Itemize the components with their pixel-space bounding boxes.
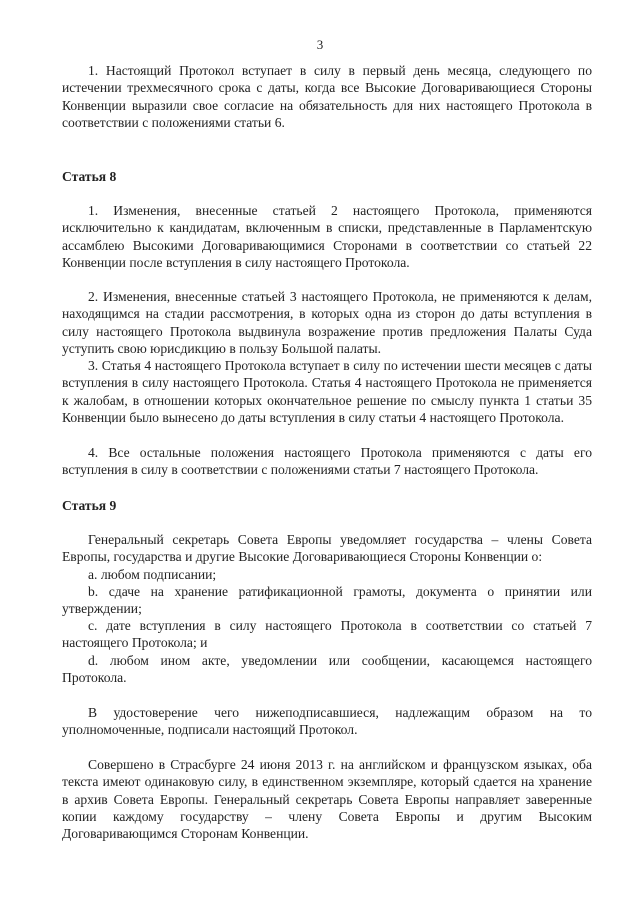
article8-paragraph-2: 2. Изменения, внесенные статьей 3 настоящего Протокола, не применяются к делам, находящимся на стадии рассмотрения, в которых одна из сторон до даты вступления в силу настоящего Протокола выдвинула возражение против предложения Палаты Суда уступить свою юрисдикцию в пользу Большой палаты. (62, 289, 592, 356)
article9-intro: Генеральный секретарь Совета Европы уведомляет государства – члены Совета Европы, государства и другие Высокие Договаривающиеся Стороны Конвенции о: (62, 532, 592, 565)
article9-item-b: b. сдаче на хранение ратификационной грамоты, документа о принятии или утверждении; (62, 584, 592, 617)
article8-heading: Статья 8 (62, 169, 117, 184)
article9-item-d: d. любом ином акте, уведомлении или сообщении, касающемся настоящего Протокола. (62, 653, 592, 686)
witness-clause: В удостоверение чего нижеподписавшиеся, надлежащим образом на то уполномоченные, подписали настоящий Протокол. (62, 705, 592, 738)
article9-item-a: a. любом подписании; (88, 567, 217, 582)
page-number: 3 (316, 37, 324, 52)
article8-paragraph-1: 1. Изменения, внесенные статьей 2 настоящего Протокола, применяются исключительно к кандидатам, включенным в списки, представленные в Парламентскую ассамблею Высокими Договаривающимися Сторонами в соответствии со статьей 22 Конвенции после вступления в силу настоящего Протокола. (62, 203, 592, 270)
article7-paragraph-1: 1. Настоящий Протокол вступает в силу в первый день месяца, следующего по истечении трехмесячного срока с даты, когда все Высокие Договаривающиеся Стороны Конвенции выразили свое согласие на обязательность для них настоящего Протокола в соответствии с положениями статьи 6. (62, 63, 592, 130)
article9-item-c: c. дате вступления в силу настоящего Протокола в соответствии со статьей 7 настоящего Протокола; и (62, 618, 592, 651)
done-clause: Совершено в Страсбурге 24 июня 2013 г. на английском и французском языках, оба текста имеют одинаковую силу, в единственном экземпляре, который сдается на хранение в архив Совета Европы. Генеральный секретарь Совета Европы направляет заверенные копии каждому государству – члену Совета Европы и другим Высоким Договаривающимся Сторонам Конвенции. (62, 757, 592, 842)
article9-heading: Статья 9 (62, 498, 117, 513)
article8-paragraph-4: 4. Все остальные положения настоящего Протокола применяются с даты его вступления в силу в соответствии с положениями статьи 7 настоящего Протокола. (62, 445, 592, 478)
article8-paragraph-3: 3. Статья 4 настоящего Протокола вступает в силу по истечении шести месяцев с даты вступления в силу настоящего Протокола. Статья 4 настоящего Протокола не применяется к жалобам, в отношении которых окончательное решение по смыслу пункта 1 статьи 35 Конвенции было вынесено до даты вступления в силу статьи 4 настоящего Протокола. (62, 358, 592, 425)
